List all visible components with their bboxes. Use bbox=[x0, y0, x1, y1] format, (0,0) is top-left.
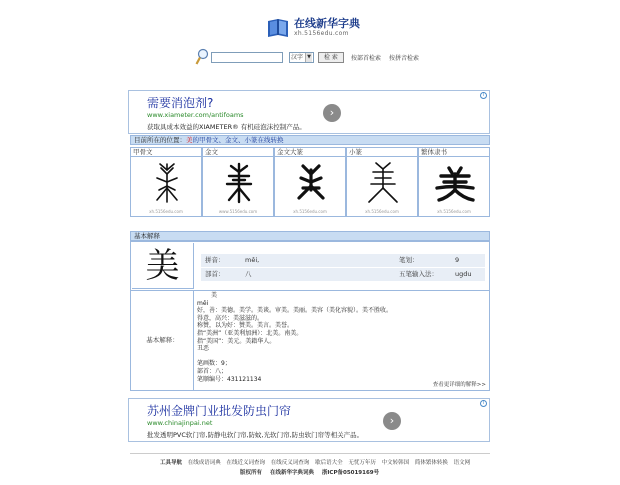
magnifier-icon bbox=[195, 48, 209, 66]
detail-label: 基本解释： bbox=[132, 291, 194, 391]
search-button[interactable]: 检 索 bbox=[318, 52, 344, 63]
footer-link[interactable]: 语文网 bbox=[453, 460, 471, 466]
pinyin-search-link[interactable]: 按拼音检索 bbox=[388, 54, 419, 62]
footer-link[interactable]: 在线反义词查询 bbox=[270, 460, 310, 466]
evo-label: 甲骨文 bbox=[131, 148, 201, 157]
detail-text bbox=[197, 292, 487, 383]
evo-cell-oracle bbox=[130, 147, 202, 217]
pinyin-value: měi, bbox=[245, 256, 260, 264]
evo-label: 小篆 bbox=[347, 148, 417, 157]
clerical-glyph-image bbox=[433, 160, 477, 204]
info-icon[interactable]: i bbox=[480, 92, 487, 99]
evo-watermark: xh.5156edu.com bbox=[437, 209, 471, 214]
basic-info-box bbox=[130, 241, 490, 391]
footer-link[interactable]: 歇后语大全 bbox=[315, 460, 343, 466]
detail-line: 笔顺编号：431121134 bbox=[197, 375, 262, 383]
footer-link[interactable]: 无忧万年历 bbox=[348, 460, 376, 466]
strokes-value: 9 bbox=[455, 256, 460, 264]
more-detail-link[interactable]: 查看更详细的解释>> bbox=[432, 382, 486, 388]
info-row-radical bbox=[201, 268, 485, 281]
evo-cell-bronze bbox=[202, 147, 274, 217]
footer-link[interactable]: 在线近义词查询 bbox=[226, 460, 266, 466]
footer-copyright bbox=[240, 468, 385, 476]
copyright-label: 版权所有 bbox=[240, 470, 263, 476]
detail-line bbox=[197, 353, 487, 361]
wubi-value: ugdu bbox=[455, 270, 472, 278]
pinyin-label: 拼音： bbox=[205, 256, 225, 264]
detail-line: 美 bbox=[211, 292, 218, 299]
evo-cell-clerical bbox=[418, 147, 490, 217]
evo-label: 金文 bbox=[203, 148, 273, 157]
oracle-glyph-image bbox=[145, 160, 189, 204]
detail-line: 笔画数：9； bbox=[197, 360, 231, 368]
evo-label: 繁体隶书 bbox=[419, 148, 489, 157]
ad-banner-bottom[interactable] bbox=[128, 398, 490, 442]
evo-watermark: xh.5156edu.com bbox=[365, 209, 399, 214]
footer-link[interactable]: 中文转韩国 bbox=[381, 460, 410, 466]
ad-description: 批发透明PVC软门帘,防静电软门帘,防蚊,光软门帘,防虫软门帘等相关产品。 bbox=[147, 431, 364, 439]
evo-watermark: xh.5156edu.com bbox=[149, 209, 183, 214]
location-char: 美 bbox=[186, 136, 193, 144]
icp-number[interactable]: 浙ICP备05019169号 bbox=[321, 470, 380, 476]
footer-link[interactable]: 在线成语词典 bbox=[187, 460, 221, 466]
footer-divider bbox=[130, 453, 490, 454]
book-icon bbox=[266, 17, 290, 39]
info-row-pinyin bbox=[201, 254, 485, 267]
footer-nav-label: 工具导航 bbox=[160, 460, 183, 466]
site-title: 在线新华字典 bbox=[294, 17, 360, 30]
detail-line: 得意，高兴：美滋滋的。 bbox=[197, 314, 264, 322]
radical-label: 部首： bbox=[205, 270, 225, 278]
evo-cell-small-seal bbox=[346, 147, 418, 217]
wubi-label: 五笔输入法： bbox=[399, 270, 438, 278]
arrow-right-icon[interactable]: › bbox=[323, 104, 341, 122]
ad-title[interactable]: 苏州金牌门业批发防虫门帘 bbox=[147, 404, 292, 418]
great-seal-glyph-image bbox=[289, 160, 333, 204]
site-logo[interactable] bbox=[266, 14, 366, 42]
bronze-glyph-image bbox=[217, 160, 261, 204]
evo-label: 金文大篆 bbox=[275, 148, 345, 157]
detail-line: měi bbox=[197, 299, 209, 307]
location-prefix: 目前所在的位置： bbox=[134, 136, 186, 144]
location-suffix: 的甲骨文、金文、小篆在线转换 bbox=[192, 136, 284, 144]
detail-line: 好，善：美德。美学。美谈。审美。美丽。美容（美化容貌）。美不胜收。 bbox=[197, 307, 393, 315]
detail-line: 丑恶 bbox=[197, 345, 210, 353]
strokes-label: 笔划： bbox=[399, 256, 419, 264]
small-seal-glyph-image bbox=[361, 160, 405, 204]
ad-title[interactable]: 需要消泡剂? bbox=[147, 96, 214, 110]
ad-url[interactable]: www.chinajinpai.net bbox=[147, 419, 213, 427]
evo-watermark: www.5156edu.com bbox=[218, 209, 258, 214]
site-url: xh.5156edu.com bbox=[294, 30, 349, 37]
big-character: 美 bbox=[132, 243, 194, 289]
evo-cell-great-seal bbox=[274, 147, 346, 217]
detail-line: 部首：八； bbox=[197, 367, 228, 375]
arrow-right-icon[interactable]: › bbox=[383, 412, 401, 430]
detail-line: 指“美国”：美元。美籍华人。 bbox=[197, 337, 276, 345]
search-type-value: 汉字 bbox=[291, 53, 304, 61]
basic-section-header: 基本解释 bbox=[130, 231, 490, 241]
search-input[interactable] bbox=[211, 52, 283, 63]
info-icon[interactable]: i bbox=[480, 400, 487, 407]
ad-url[interactable]: www.xiameter.com/antifoams bbox=[147, 111, 244, 119]
radical-value: 八 bbox=[245, 270, 252, 278]
ad-description: 获取具成本效益的XIAMETER® 有机硅泡沫控制产品。 bbox=[147, 123, 306, 131]
radical-search-link[interactable]: 按部首检索 bbox=[350, 54, 381, 62]
search-type-select[interactable] bbox=[289, 52, 314, 63]
detail-line: 指“美洲”（亚美利加洲）：北美。南美。 bbox=[197, 329, 303, 337]
search-bar bbox=[195, 48, 427, 66]
footer-link[interactable]: 简体繁体转换 bbox=[414, 460, 448, 466]
location-bar bbox=[130, 135, 490, 145]
info-grid bbox=[201, 254, 485, 282]
footer-nav bbox=[160, 458, 474, 466]
detail-line: 称赞，以为好：赞美。美言。美誉。 bbox=[197, 322, 294, 330]
copyright-site[interactable]: 在线新华字典词典 bbox=[269, 470, 314, 476]
evo-watermark: xh.5156edu.com bbox=[293, 209, 327, 214]
chevron-down-icon: ▼ bbox=[305, 53, 312, 62]
ad-banner-top[interactable] bbox=[128, 90, 490, 134]
script-evolution-table bbox=[130, 147, 490, 217]
